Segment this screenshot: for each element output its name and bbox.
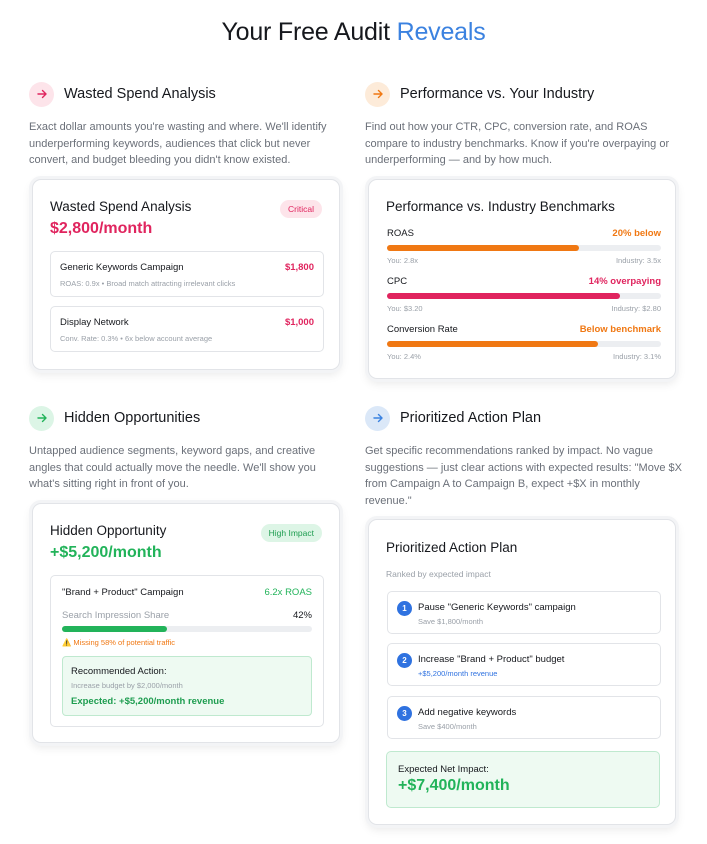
metric-conversion-rate xyxy=(387,324,661,361)
section-heading: Prioritized Action Plan xyxy=(400,410,542,426)
title-prefix: Your Free Audit xyxy=(221,18,390,46)
progress-bar xyxy=(387,245,661,251)
wasted-amount: $2,800/month xyxy=(50,220,153,237)
net-impact-box xyxy=(386,751,660,808)
rec-expected: Expected: +$5,200/month revenue xyxy=(71,696,225,707)
step-sub: Save $1,800/month xyxy=(418,617,484,626)
item-detail: Conv. Rate: 0.3% • 6x below account average xyxy=(60,334,213,343)
progress-bar xyxy=(387,293,661,299)
campaign-roas: 6.2x ROAS xyxy=(264,587,312,598)
metric-status: 14% overpaying xyxy=(588,276,661,287)
progress-bar xyxy=(62,626,312,632)
wasted-spend-card xyxy=(32,179,340,370)
rec-detail: Increase budget by $2,000/month xyxy=(71,681,183,690)
card-title: Performance vs. Industry Benchmarks xyxy=(386,199,615,214)
item-detail: ROAS: 0.9x • Broad match attracting irrelevant clicks xyxy=(60,279,236,288)
section-heading: Hidden Opportunities xyxy=(64,410,201,426)
high-impact-badge: High Impact xyxy=(261,524,322,542)
step-number: 3 xyxy=(397,706,412,721)
item-name: Generic Keywords Campaign xyxy=(60,262,184,273)
step-sub: Save $400/month xyxy=(418,722,477,731)
list-item[interactable] xyxy=(387,591,661,634)
metric-industry: Industry: $2.80 xyxy=(611,304,661,313)
metric-industry: Industry: 3.5x xyxy=(615,256,661,265)
section-action-plan xyxy=(365,405,685,509)
recommended-action-box xyxy=(62,656,312,716)
section-heading: Performance vs. Your Industry xyxy=(400,86,595,102)
metric-you: You: $3.20 xyxy=(387,304,423,313)
step-name: Pause "Generic Keywords" campaign xyxy=(418,602,576,613)
critical-badge: Critical xyxy=(280,200,322,218)
metric-name: ROAS xyxy=(387,228,414,239)
item-name: Display Network xyxy=(60,317,129,328)
card-title: Wasted Spend Analysis xyxy=(50,199,192,214)
page-title xyxy=(0,18,707,47)
arrow-right-icon xyxy=(365,82,390,107)
title-accent: Reveals xyxy=(396,18,486,46)
arrow-right-icon xyxy=(29,406,54,431)
arrow-right-icon xyxy=(365,406,390,431)
metric-industry: Industry: 3.1% xyxy=(613,352,661,361)
step-name: Add negative keywords xyxy=(418,707,517,718)
list-item[interactable] xyxy=(50,306,324,352)
step-name: Increase "Brand + Product" budget xyxy=(418,654,565,665)
card-title: Prioritized Action Plan xyxy=(386,540,518,555)
section-description: Untapped audience segments, keyword gaps, and creative angles that could actually move the needle. We'll show you what's sitting right in front of you. xyxy=(29,445,316,490)
section-description: Find out how your CTR, CPC, conversion rate, and ROAS compare to industry benchmarks. Know if you're overpaying or underperforming — and by how much. xyxy=(365,121,670,166)
section-description: Get specific recommendations ranked by impact. No vague suggestions — just clear actions with expected results: "Move $X from Campaign A to Campaign B, expect +$X in monthly revenue." xyxy=(365,445,682,507)
section-description: Exact dollar amounts you're wasting and where. We'll identify underperforming keywords, audiences that click but never convert, and budget bleeding you didn't know existed. xyxy=(29,121,327,166)
arrow-right-icon xyxy=(29,82,54,107)
progress-fill xyxy=(387,341,598,347)
metric-you: You: 2.8x xyxy=(387,256,418,265)
list-item[interactable] xyxy=(50,251,324,297)
campaign-name: "Brand + Product" Campaign xyxy=(62,587,184,598)
hidden-opportunity-card xyxy=(32,503,340,743)
section-performance xyxy=(365,81,675,169)
campaign-panel xyxy=(50,575,324,727)
impact-value: +$7,400/month xyxy=(398,777,510,794)
step-number: 1 xyxy=(397,601,412,616)
metric-roas xyxy=(387,228,661,265)
card-subtitle: Ranked by expected impact xyxy=(386,569,491,579)
rec-title: Recommended Action: xyxy=(71,666,167,677)
progress-fill xyxy=(62,626,167,632)
progress-bar xyxy=(387,341,661,347)
section-hidden-opportunities xyxy=(29,405,349,493)
step-sub: +$5,200/month revenue xyxy=(418,669,498,678)
item-amount: $1,000 xyxy=(284,317,314,328)
performance-card xyxy=(368,179,676,379)
metric-status: 20% below xyxy=(612,228,661,239)
metric-value: 42% xyxy=(292,610,312,621)
section-heading: Wasted Spend Analysis xyxy=(64,86,216,102)
step-number: 2 xyxy=(397,653,412,668)
metric-cpc xyxy=(387,276,661,313)
progress-fill xyxy=(387,293,620,299)
section-wasted-spend xyxy=(29,81,349,169)
list-item[interactable] xyxy=(387,643,661,686)
metric-you: You: 2.4% xyxy=(387,352,421,361)
metric-name: Conversion Rate xyxy=(387,324,458,335)
traffic-warning: ⚠️ Missing 58% of potential traffic xyxy=(62,638,176,647)
metric-name: CPC xyxy=(387,276,408,287)
action-plan-card xyxy=(368,519,676,825)
metric-status: Below benchmark xyxy=(579,324,661,335)
progress-fill xyxy=(387,245,579,251)
opportunity-amount: +$5,200/month xyxy=(50,544,162,561)
impact-label: Expected Net Impact: xyxy=(398,764,489,775)
card-title: Hidden Opportunity xyxy=(50,523,167,538)
list-item[interactable] xyxy=(387,696,661,739)
item-amount: $1,800 xyxy=(284,262,314,273)
metric-label: Search Impression Share xyxy=(62,610,170,621)
